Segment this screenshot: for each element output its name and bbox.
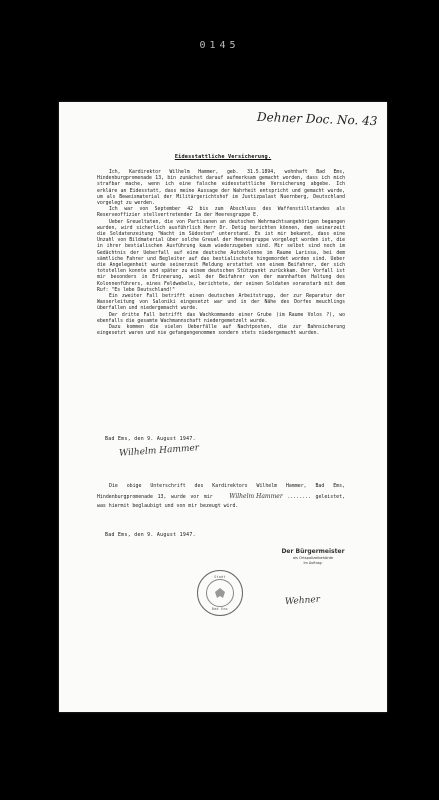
eagle-emblem-icon (215, 588, 225, 598)
witness-paragraph (97, 482, 345, 512)
frame-number: 0145 (199, 40, 240, 51)
paragraph: Ich, Kardirektor Wilhelm Hammer, geb. 31.5.1894, wohnhaft Bad Ems, Hindenburgpromenade 13, bin zunächst darauf aufmerksam gemacht worden, dass ich mich strafbar mache, wenn ich eine falsche eidesstattliche Versicherung abgebe. Ich erkläre an Eidesstatt, dass meine Aussage der Wahrheit entspricht und gemacht wurde, um als Beweismaterial der Militärgerichtshof im Justizpalast Nuernberg, Deutschland vorgelegt zu werden. (97, 170, 345, 207)
stamp-text-top: Stadt (214, 575, 226, 579)
stamp-text-bottom: Bad Ems (211, 607, 229, 611)
witness-text-start: Die obige Unterschrift des Kardirektors Wilhelm Hammer, Bad Ems, Hindenburgpromenade 13, wurde vor mir (97, 483, 345, 500)
document-title: Eidesstattliche Versicherung. (174, 154, 272, 160)
signature-hammer: Wilhelm Hammer (118, 443, 200, 459)
witness-text-end: geleistet, was hiermit beglaubigt und von mir bezeugt wird. (97, 493, 345, 509)
witness-inline-signature: Wilhelm Hammer (229, 492, 283, 500)
paragraph: Ich war von September 42 bis zum Abschluss des Waffenstillstandes als Reserveoffizier stellvertretender Ia der Heeresgruppe E. (97, 207, 345, 219)
mayor-note: Im Auftrag: (303, 561, 323, 565)
paragraph: Ueber Greueltaten, die von Partisanen an deutschen Wehrmachtsangehörigen begangen wurden, wird sicherlich ausführlich Herr Dr. Detig berichten können, dem seinerzeit die Soldatenzeitung "Wacht im Südosten" unterstand. Es ist mir bekannt, dass eine Unzahl von Bildmaterial über solche Greuel der Heeresgruppe vorgelegt worden ist, die in ihrer bestialischen Ausführung kaum wiederzugeben sind. Mir selbst sind noch im Gedächtnis der Ueberfall auf eine deutsche Autokolonne im Raume Larissa, bei dem sämtliche Fahrer und Begleiter auf das bestialischste hingemordet worden sind. Ueber die Angelegenheit wurde seinerzeit Meldung erstattet von einem Beifahrer, der sich totstellen konnte und später zu einem deutschen Stützpunkt zurückkam. Der Vorfall ist mir besonders in Erinnerung, weil der Beifahrer von der mannhaften Haltung des Kolonnenführers, eines Feldwebels, berichtete, der seinen Soldaten voranstarb mit dem Ruf: "Es lebe Deutschland!" (97, 219, 345, 293)
paragraph: Dazu kommen die vielen Ueberfälle auf Nachtposten, die zur Bahnsicherung eingesetzt waren und nie gefangengenommen sondern stets niedergemacht wurden. (97, 325, 345, 337)
official-stamp (197, 570, 243, 616)
affidavit-body (97, 170, 345, 337)
place-date-2: Bad Ems, den 9. August 1947. (105, 532, 196, 538)
mayor-stamp (269, 548, 357, 565)
signature-mayor: Wehner (284, 594, 321, 608)
paragraph: Der dritte Fall betrifft das Wachkommando einer Grube (im Raume Volos ?), wo ebenfalls die gesamte Wachmannschaft niedergemetzelt wurde. (97, 312, 345, 324)
document-page (59, 102, 387, 712)
mayor-title: Der Bürgermeister (281, 548, 345, 555)
paragraph: Ein zweiter Fall betrifft einen deutschen Arbeitstrupp, der zur Reparatur der Wasserleitung von Saloniki eingesetzt war und in der Nähe des Dorfes meuchlings überfallen und niedergemacht wurde. (97, 294, 345, 312)
mayor-subtitle: als Ortspolizeibehörde (292, 556, 334, 560)
handwritten-note: Dehner Doc. No. 43 (256, 109, 378, 129)
place-date-1: Bad Ems, den 9. August 1947. (105, 436, 196, 442)
dotted-line: ........ (287, 493, 311, 500)
